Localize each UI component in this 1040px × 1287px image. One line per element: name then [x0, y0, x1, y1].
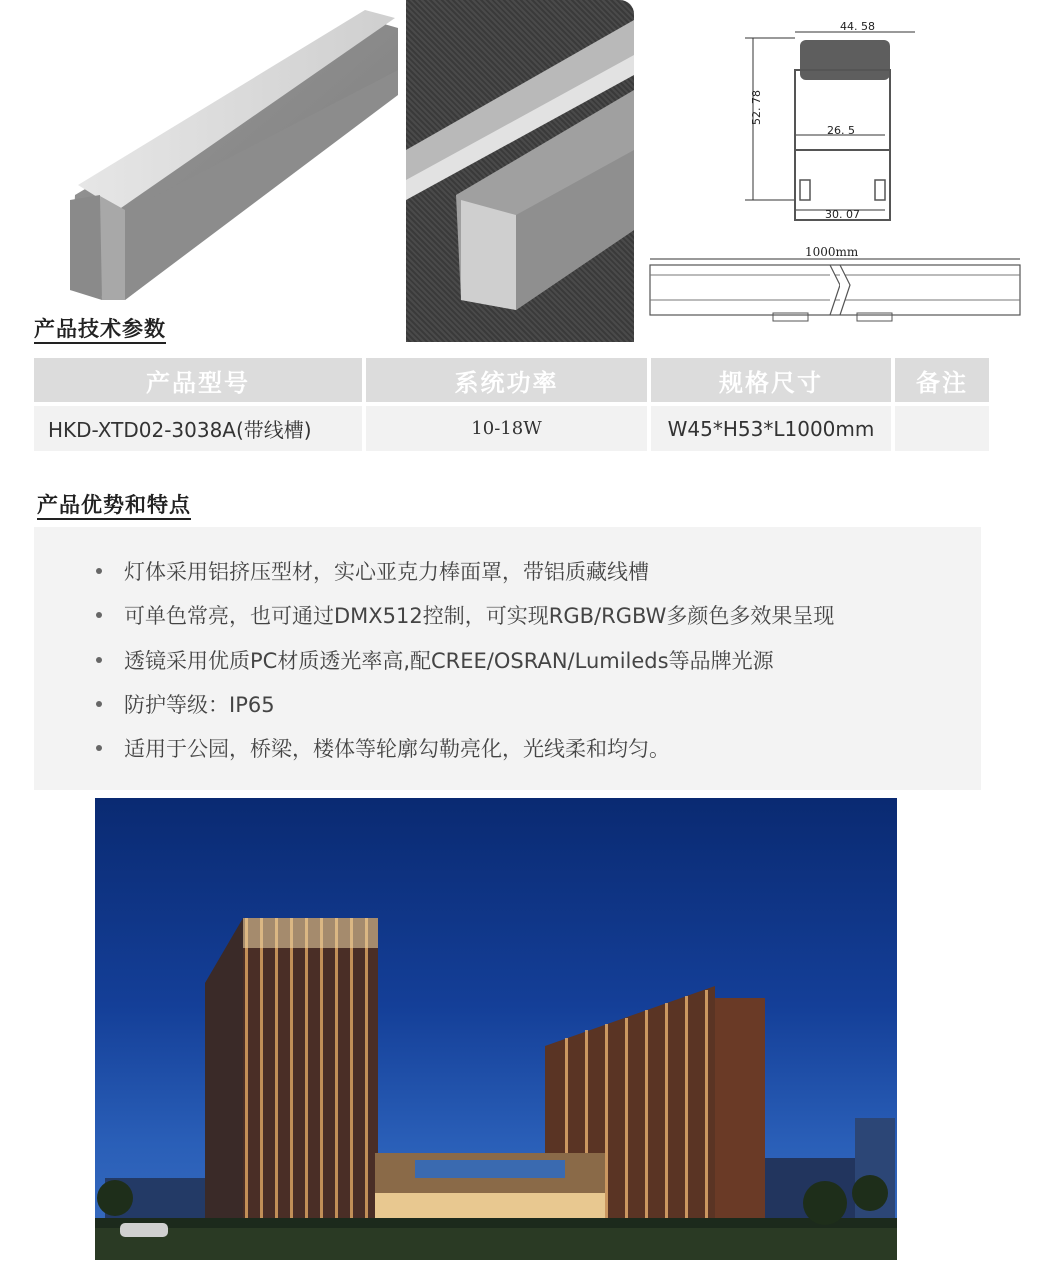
feature-item: 透镜采用优质PC材质透光率高,配CREE/OSRAN/Lumileds等品牌光源 — [96, 647, 774, 675]
product-photo-profile — [30, 0, 398, 312]
feature-item: 适用于公园，桥梁，楼体等轮廓勾勒亮化，光线柔和均匀。 — [96, 735, 670, 763]
features-section-title: 产品优势和特点 — [37, 492, 191, 520]
bullet-icon — [96, 657, 102, 663]
features-box — [34, 527, 981, 790]
technical-drawing — [645, 10, 1025, 330]
feature-item: 防护等级：IP65 — [96, 691, 275, 719]
bullet-icon — [96, 701, 102, 707]
product-photo-detail — [406, 0, 634, 342]
cell-note — [895, 406, 989, 451]
header-model: 产品型号 — [34, 358, 362, 402]
bullet-icon — [96, 745, 102, 751]
cell-model: HKD-XTD02-3038A(带线槽) — [34, 406, 362, 451]
header-power: 系统功率 — [366, 358, 647, 402]
header-note: 备注 — [895, 358, 989, 402]
feature-item: 可单色常亮，也可通过DMX512控制，可实现RGB/RGBW多颜色多效果呈现 — [96, 602, 834, 630]
cell-power: 10-18W — [366, 406, 647, 451]
dim-length-label: 1000mm — [805, 245, 859, 259]
dim-bottom-label: 30. 07 — [825, 208, 860, 221]
cell-size: W45*H53*L1000mm — [651, 406, 891, 451]
header-size: 规格尺寸 — [651, 358, 891, 402]
bullet-icon — [96, 568, 102, 574]
specs-section-title: 产品技术参数 — [34, 316, 166, 344]
dim-inner-label: 26. 5 — [827, 124, 855, 137]
bullet-icon — [96, 612, 102, 618]
application-photo — [95, 798, 897, 1260]
dim-top-label: 44. 58 — [840, 20, 875, 33]
feature-item: 灯体采用铝挤压型材，实心亚克力棒面罩，带铝质藏线槽 — [96, 558, 649, 586]
dim-height-label: 52. 78 — [750, 90, 763, 125]
